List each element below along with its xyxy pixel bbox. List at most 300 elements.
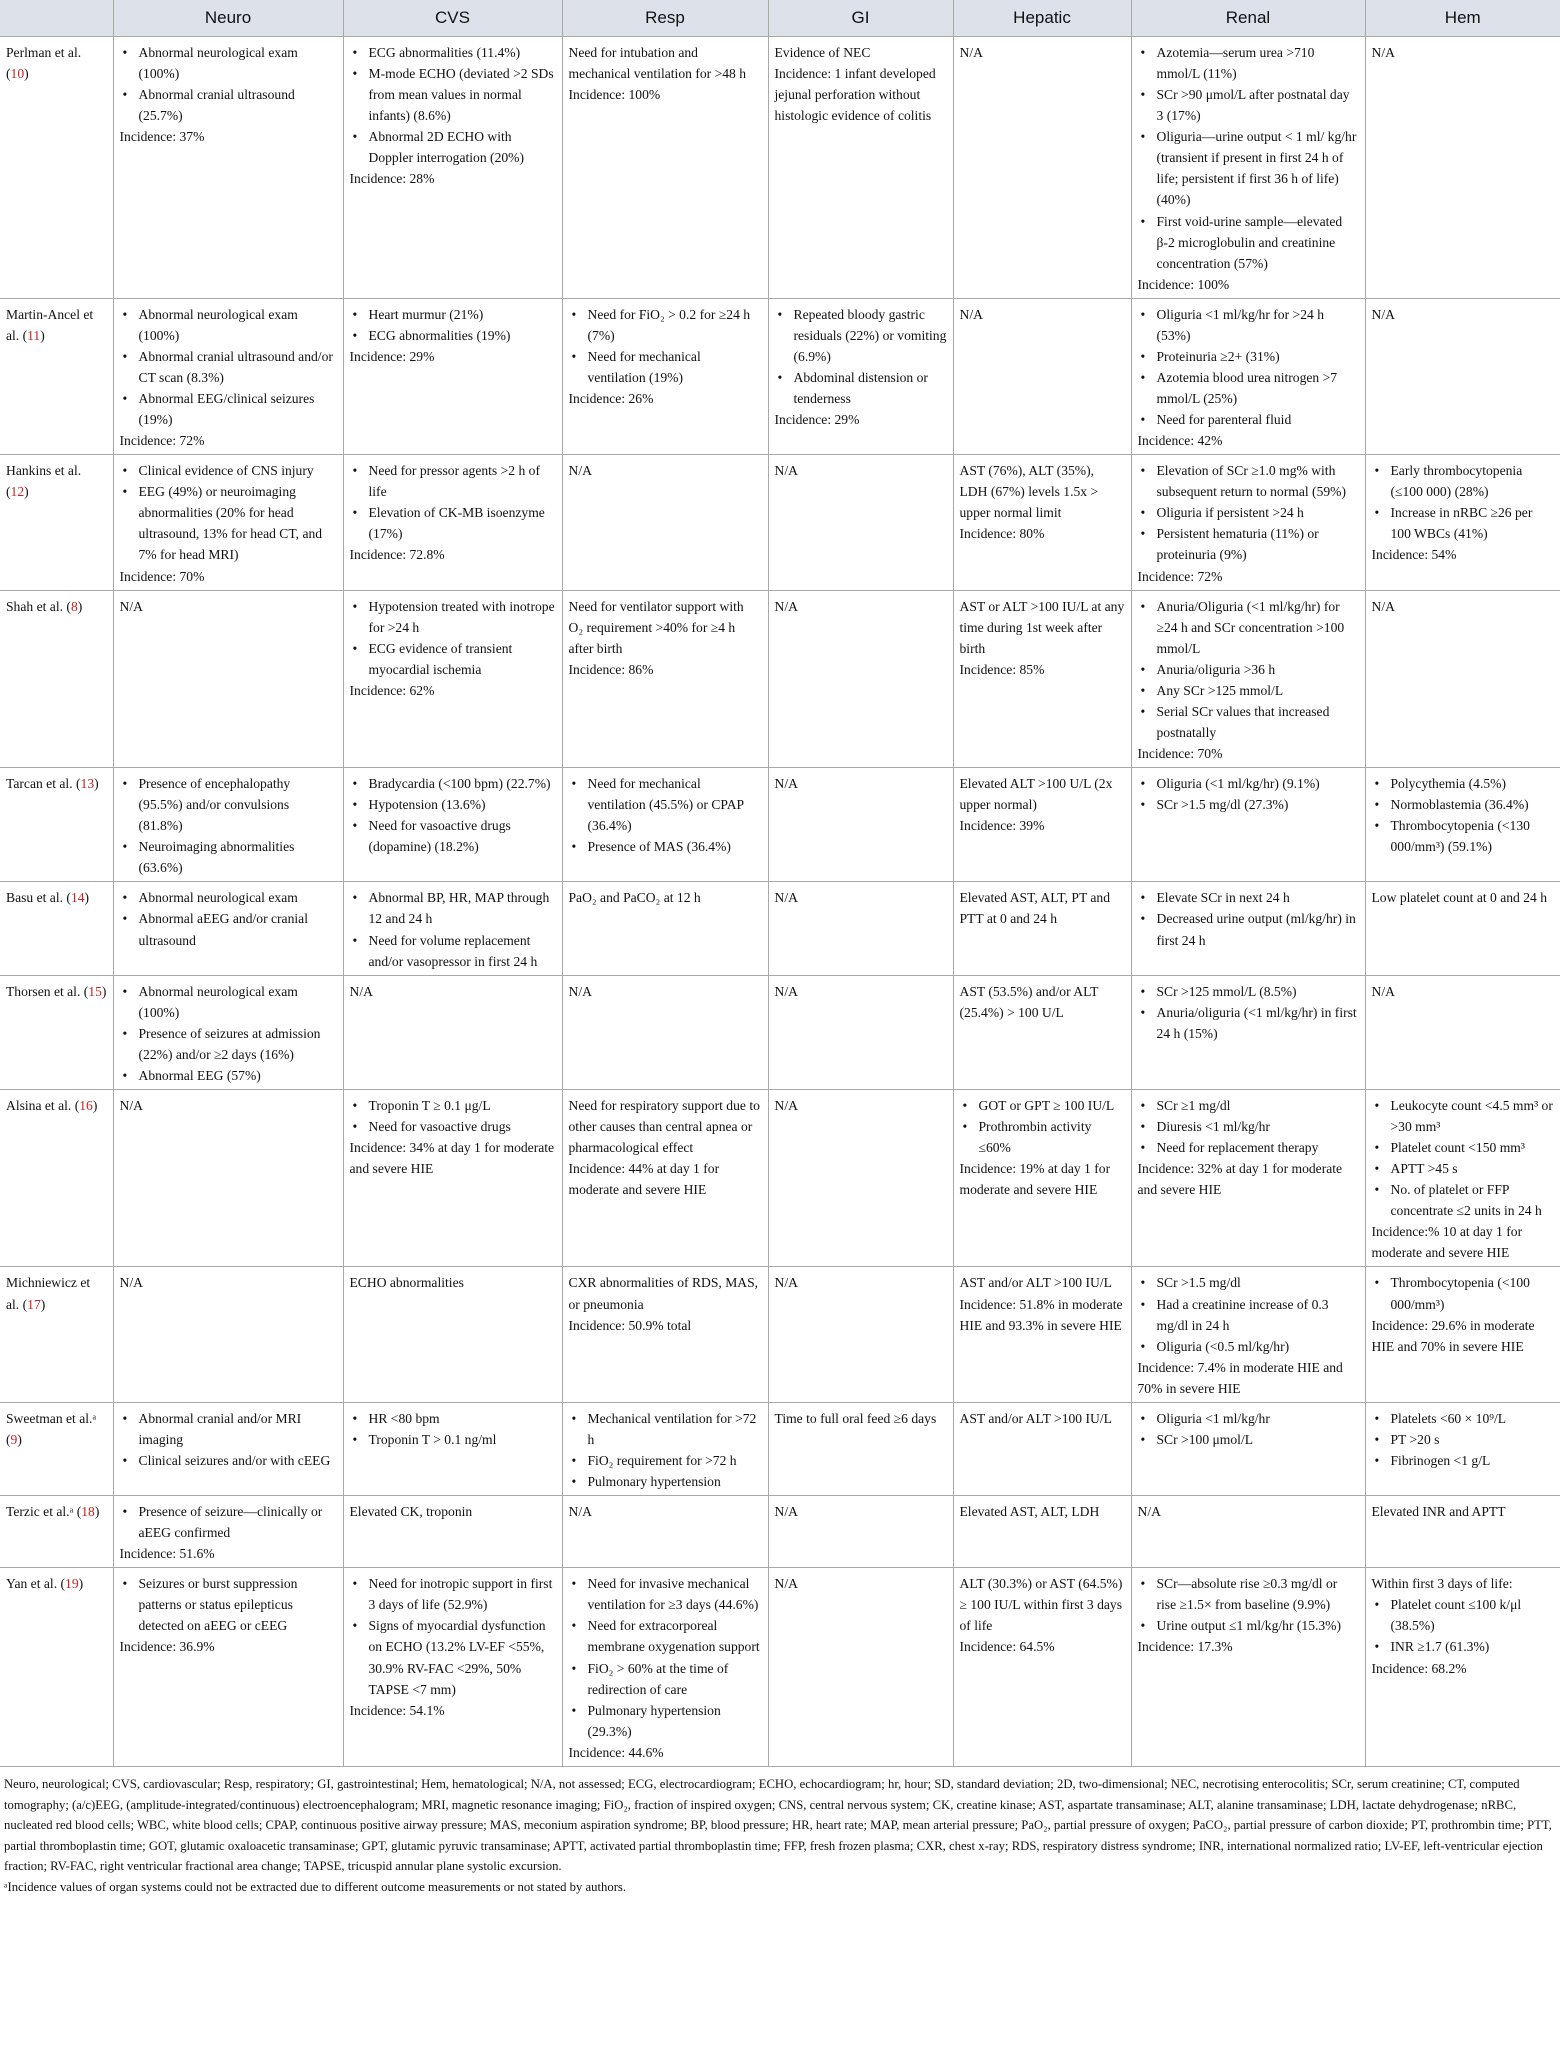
list-item: • INR ≥1.7 (61.3%) [1372, 1636, 1555, 1657]
hem-cell [1365, 37, 1560, 299]
criteria-list [350, 596, 556, 680]
renal-cell [1131, 1402, 1365, 1495]
cell-text: N/A [774, 1576, 798, 1592]
list-item: • Early thrombocytopenia (≤100 000) (28%) [1372, 460, 1555, 502]
list-item: • Azotemia—serum urea >710 mmol/L (11%) [1138, 42, 1359, 84]
cell-text: AST and/or ALT >100 IU/L [959, 1410, 1112, 1426]
list-item: • Troponin T ≥ 0.1 μg/L [350, 1095, 556, 1116]
renal-cell [1131, 1089, 1365, 1267]
cell-text: Within first 3 days of life: [1371, 1576, 1513, 1592]
study-name: Sweetman et al.ᵃ [6, 1410, 97, 1426]
criteria-list [350, 1095, 556, 1137]
gi-cell [768, 975, 953, 1089]
table-row [0, 1089, 1560, 1267]
list-item: • Platelet count <150 mm³ [1372, 1137, 1555, 1158]
citation-link[interactable]: 18 [81, 1504, 95, 1520]
incidence-text: Incidence: 37% [119, 129, 205, 145]
criteria-list [1372, 460, 1555, 544]
list-item: • GOT or GPT ≥ 100 IU/L [960, 1095, 1125, 1116]
hem-cell [1365, 768, 1560, 882]
cell-text: N/A [774, 598, 798, 614]
cvs-cell [343, 1267, 562, 1402]
list-item: • Abnormal neurological exam (100%) [120, 304, 337, 346]
cell-text: N/A [1371, 598, 1395, 614]
incidence-text: Incidence: 72% [1137, 568, 1223, 584]
criteria-list [1372, 1408, 1555, 1471]
neuro-cell [113, 1496, 343, 1568]
list-item: • SCr >1.5 mg/dl (27.3%) [1138, 794, 1359, 815]
criteria-list [120, 1408, 337, 1471]
list-item: • Had a creatinine increase of 0.3 mg/dl in 24 h [1138, 1294, 1359, 1336]
resp-cell [562, 455, 768, 590]
neuro-cell [113, 975, 343, 1089]
study-cell: Tarcan et al. (13) [0, 768, 113, 882]
list-item: • Pulmonary hypertension [569, 1471, 762, 1492]
list-item: • Oliguria <1 ml/kg/hr [1138, 1408, 1359, 1429]
criteria-list [569, 773, 762, 857]
list-item: • ECG abnormalities (11.4%) [350, 42, 556, 63]
list-item: • Abnormal 2D ECHO with Doppler interrogation (20%) [350, 126, 556, 168]
list-item: • ECG abnormalities (19%) [350, 325, 556, 346]
incidence-text: Incidence: 36.9% [119, 1639, 215, 1655]
table-row [0, 455, 1560, 590]
list-item: • Anuria/oliguria (<1 ml/kg/hr) in first 24 h (15%) [1138, 1002, 1359, 1044]
list-item: • Oliguria (<0.5 ml/kg/hr) [1138, 1336, 1359, 1357]
cell-text: Elevated CK, troponin [349, 1504, 473, 1520]
criteria-list [960, 1095, 1125, 1158]
list-item: • Abnormal EEG (57%) [120, 1065, 337, 1086]
list-item: • SCr >100 μmol/L [1138, 1429, 1359, 1450]
study-cell: Alsina et al. (16) [0, 1089, 113, 1267]
table-row [0, 590, 1560, 768]
list-item: • EEG (49%) or neuroimaging abnormalities (20% for head ultrasound, 13% for head CT, and 7% for head MRI) [120, 481, 337, 565]
study-cell: Yan et al. (19) [0, 1568, 113, 1767]
list-item: • Need for vasoactive drugs (dopamine) (18.2%) [350, 815, 556, 857]
study-cell: Martin-Ancel et al. (11) [0, 298, 113, 454]
incidence-text: Incidence: 44.6% [568, 1744, 664, 1760]
neuro-cell [113, 590, 343, 768]
cell-text: PaO₂ and PaCO₂ at 12 h [568, 890, 701, 906]
criteria-list [120, 773, 337, 878]
renal-cell [1131, 1267, 1365, 1402]
cell-text: N/A [774, 1097, 798, 1113]
list-item: • Need for replacement therapy [1138, 1137, 1359, 1158]
header-neuro: Neuro [113, 0, 343, 37]
incidence-text: Incidence: 72.8% [349, 547, 445, 563]
incidence-text: Incidence: 100% [568, 87, 661, 103]
criteria-list [120, 1573, 337, 1636]
cell-text: N/A [119, 598, 143, 614]
cell-text: N/A [119, 1275, 143, 1291]
criteria-list [1138, 1573, 1359, 1636]
list-item: • First void-urine sample—elevated β-2 microglobulin and creatinine concentration (57%) [1138, 211, 1359, 274]
cell-text: N/A [774, 463, 798, 479]
criteria-list [569, 1408, 762, 1492]
hem-cell [1365, 1568, 1560, 1767]
renal-cell [1131, 1568, 1365, 1767]
study-cell: Perlman et al. (10) [0, 37, 113, 299]
incidence-text: Incidence: 80% [959, 526, 1045, 542]
hem-cell [1365, 455, 1560, 590]
list-item: • Abnormal neurological exam [120, 887, 337, 908]
resp-cell [562, 768, 768, 882]
criteria-list [1372, 773, 1555, 857]
citation-link[interactable]: 12 [10, 484, 25, 500]
list-item: • Leukocyte count <4.5 mm³ or >30 mm³ [1372, 1095, 1555, 1137]
list-item: • HR <80 bpm [350, 1408, 556, 1429]
list-item: • Abnormal cranial ultrasound and/or CT scan (8.3%) [120, 346, 337, 388]
incidence-text: Incidence: 42% [1137, 433, 1223, 449]
hepatic-cell [953, 590, 1131, 768]
incidence-text: Incidence: 70% [119, 568, 205, 584]
hepatic-cell [953, 882, 1131, 975]
citation-link[interactable]: 16 [79, 1097, 93, 1113]
list-item: • SCr—absolute rise ≥0.3 mg/dl or rise ≥1.5× from baseline (9.9%) [1138, 1573, 1359, 1615]
gi-cell [768, 1267, 953, 1402]
criteria-list [120, 887, 337, 950]
criteria-list [350, 1573, 556, 1699]
incidence-text: Incidence: 17.3% [1137, 1639, 1233, 1655]
criteria-list [1138, 1272, 1359, 1356]
table-body [0, 37, 1560, 1767]
list-item: • Oliguria <1 ml/kg/hr for >24 h (53%) [1138, 304, 1359, 346]
citation-link[interactable]: 8 [70, 598, 78, 614]
list-item: • FiO₂ > 60% at the time of redirection of care [569, 1658, 762, 1700]
hem-cell [1365, 1402, 1560, 1495]
list-item: • Decreased urine output (ml/kg/hr) in first 24 h [1138, 908, 1359, 950]
study-name: Tarcan et al. [6, 776, 76, 792]
neuro-cell [113, 1402, 343, 1495]
neuro-cell [113, 298, 343, 454]
cell-text: ECHO abnormalities [349, 1275, 464, 1291]
criteria-list [1138, 887, 1359, 950]
criteria-list [120, 460, 337, 565]
list-item: • Presence of MAS (36.4%) [569, 836, 762, 857]
cell-text: Elevated ALT >100 U/L (2x upper normal) [959, 776, 1113, 813]
incidence-text: Incidence: 29% [349, 348, 435, 364]
criteria-list [350, 42, 556, 168]
criteria-list [350, 887, 556, 971]
citation-link[interactable]: 19 [65, 1576, 79, 1592]
resp-cell [562, 1568, 768, 1767]
list-item: • APTT >45 s [1372, 1158, 1555, 1179]
cell-text: AST (76%), ALT (35%), LDH (67%) levels 1.5x > upper normal limit [959, 463, 1099, 521]
gi-cell [768, 1402, 953, 1495]
citation-link[interactable]: 14 [70, 890, 85, 906]
cell-text: Elevated AST, ALT, PT and PTT at 0 and 24 h [959, 890, 1111, 927]
cvs-cell [343, 1568, 562, 1767]
neuro-cell [113, 1568, 343, 1767]
list-item: • Any SCr >125 mmol/L [1138, 680, 1359, 701]
list-item: • SCr >125 mmol/L (8.5%) [1138, 981, 1359, 1002]
citation-link[interactable]: 10 [10, 66, 25, 82]
incidence-text: Incidence: 28% [349, 171, 435, 187]
study-name: Hankins et al. [6, 463, 82, 479]
list-item: • Need for vasoactive drugs [350, 1116, 556, 1137]
criteria-list [1372, 1272, 1555, 1314]
incidence-text: Incidence: 72% [119, 433, 205, 449]
cell-text: N/A [959, 45, 983, 60]
table-row [0, 37, 1560, 299]
incidence-text: Incidence: 19% at day 1 for moderate and severe HIE [959, 1161, 1111, 1198]
list-item: • Abnormal cranial ultrasound (25.7%) [120, 84, 337, 126]
list-item: • Platelet count ≤100 k/μl (38.5%) [1372, 1594, 1555, 1636]
study-name: Alsina et al. [6, 1097, 75, 1113]
cell-text: Time to full oral feed ≥6 days [774, 1410, 937, 1426]
list-item: • Need for volume replacement and/or vasopressor in first 24 h [350, 930, 556, 972]
incidence-text: Incidence:% 10 at day 1 for moderate and severe HIE [1371, 1224, 1523, 1261]
cvs-cell [343, 882, 562, 975]
cvs-cell [343, 455, 562, 590]
cell-text: N/A [774, 983, 798, 999]
list-item: • Abnormal cranial and/or MRI imaging [120, 1408, 337, 1450]
incidence-text: Incidence: 100% [1137, 276, 1230, 292]
criteria-list [350, 773, 556, 857]
list-item: • Elevate SCr in next 24 h [1138, 887, 1359, 908]
abbreviations-note: Neuro, neurological; CVS, cardiovascular; Resp, respiratory; GI, gastrointestinal; Hem, hematological; N/A, not assessed; ECG, electrocardiogram; ECHO, echocardiogram; hr, hour; SD, standard deviation; 2D, two-dimensional; NEC, necrotising enterocolitis; SCr, serum creatinine; CT, computed tomography; (a/c)EEG, (amplitude-integrated/continuous) electroencephalogram; MRI, magnetic resonance imaging; FiO₂, fraction of inspired oxygen; CNS, central nervous system; CK, creatine kinase; AST, aspartate transaminase; ALT, alanine transaminase; LDH, lactate dehydrogenase; nRBC, nucleated red blood cells; WBC, white blood cells; CPAP, continuous positive airway pressure; MAS, meconium aspiration syndrome; BP, blood pressure; HR, heart rate; MAP, mean arterial pressure; PaO₂, partial pressure of oxygen; PaCO₂, partial pressure of carbon dioxide; PT, prothrombin time; PTT, partial thromboplastin time; GOT, glutamic oxaloacetic transaminase; GPT, glutamic pyruvic transaminase; APTT, activated partial thromboplastin time; FFP, fresh frozen plasma; CXR, chest x-ray; RDS, respiratory distress syndrome; INR, international normalized ratio; LV-EF, left-ventricular ejection fraction; RV-FAC, right ventricular fractional area change; TAPSE, tricuspid annular plane systolic excursion. [4, 1777, 1552, 1874]
list-item: • Oliguria (<1 ml/kg/hr) (9.1%) [1138, 773, 1359, 794]
study-cell: Shah et al. (8) [0, 590, 113, 768]
study-cell: Thorsen et al. (15) [0, 975, 113, 1089]
header-gi: GI [768, 0, 953, 37]
incidence-text: Incidence: 54.1% [349, 1702, 445, 1718]
list-item: • Anuria/Oliguria (<1 ml/kg/hr) for ≥24 h and SCr concentration >100 mmol/L [1138, 596, 1359, 659]
hem-cell [1365, 1267, 1560, 1402]
incidence-text: Incidence: 29.6% in moderate HIE and 70% in severe HIE [1371, 1317, 1535, 1354]
cell-text: AST and/or ALT >100 IU/L [959, 1275, 1112, 1291]
hepatic-cell [953, 1402, 1131, 1495]
cell-text: AST (53.5%) and/or ALT (25.4%) > 100 U/L [959, 983, 1099, 1020]
cell-text: N/A [568, 1504, 592, 1520]
criteria-list [775, 304, 947, 409]
criteria-list [120, 42, 337, 126]
header-renal: Renal [1131, 0, 1365, 37]
list-item: • Prothrombin activity ≤60% [960, 1116, 1125, 1158]
list-item: • Platelets <60 × 10⁹/L [1372, 1408, 1555, 1429]
criteria-list [1138, 460, 1359, 565]
incidence-text: Incidence: 34% at day 1 for moderate and severe HIE [349, 1140, 555, 1177]
list-item: • Abnormal aEEG and/or cranial ultrasound [120, 908, 337, 950]
cell-text: N/A [1371, 306, 1395, 322]
cell-text: Elevated INR and APTT [1371, 1504, 1506, 1520]
header-cvs: CVS [343, 0, 562, 37]
incidence-text: Incidence: 86% [568, 661, 654, 677]
cell-text: CXR abnormalities of RDS, MAS, or pneumonia [568, 1275, 759, 1312]
table-row [0, 1267, 1560, 1402]
study-cell: Michniewicz et al. (17) [0, 1267, 113, 1402]
list-item: • Mechanical ventilation for >72 h [569, 1408, 762, 1450]
list-item: • Abnormal neurological exam (100%) [120, 981, 337, 1023]
cell-text: Evidence of NEC [774, 45, 871, 60]
criteria-list [350, 460, 556, 544]
cell-text: N/A [774, 890, 798, 906]
list-item: • Need for extracorporeal membrane oxygenation support [569, 1615, 762, 1657]
hepatic-cell [953, 298, 1131, 454]
criteria-list [120, 1501, 337, 1543]
renal-cell [1131, 975, 1365, 1089]
list-item: • Serial SCr values that increased postnatally [1138, 701, 1359, 743]
cvs-cell [343, 298, 562, 454]
incidence-text: Incidence: 54% [1371, 547, 1457, 563]
hem-cell [1365, 1089, 1560, 1267]
incidence-text: Incidence: 51.8% in moderate HIE and 93.3% in severe HIE [959, 1296, 1123, 1333]
criteria-list [1138, 596, 1359, 743]
criteria-list [350, 1408, 556, 1450]
incidence-text: Incidence: 26% [568, 391, 654, 406]
renal-cell [1131, 298, 1365, 454]
list-item: • Abnormal BP, HR, MAP through 12 and 24 h [350, 887, 556, 929]
study-name: Michniewicz et al. [6, 1275, 91, 1312]
list-item: • Increase in nRBC ≥26 per 100 WBCs (41%) [1372, 502, 1555, 544]
list-item: • Presence of seizure—clinically or aEEG confirmed [120, 1501, 337, 1543]
list-item: • Need for FiO₂ > 0.2 for ≥24 h (7%) [569, 304, 762, 346]
cvs-cell [343, 975, 562, 1089]
incidence-text: Incidence: 68.2% [1371, 1660, 1467, 1676]
list-item: • Oliguria if persistent >24 h [1138, 502, 1359, 523]
cvs-cell [343, 1496, 562, 1568]
criteria-list [120, 304, 337, 430]
table-row [0, 1496, 1560, 1568]
citation-link[interactable]: 17 [27, 1296, 41, 1312]
list-item: • Presence of seizures at admission (22%) and/or ≥2 days (16%) [120, 1023, 337, 1065]
list-item: • Elevation of CK-MB isoenzyme (17%) [350, 502, 556, 544]
header-hepatic: Hepatic [953, 0, 1131, 37]
table-row [0, 298, 1560, 454]
criteria-list [569, 1573, 762, 1742]
list-item: • Polycythemia (4.5%) [1372, 773, 1555, 794]
hem-cell [1365, 882, 1560, 975]
criteria-list [1138, 1095, 1359, 1158]
list-item: • Troponin T > 0.1 ng/ml [350, 1429, 556, 1450]
cell-text: Need for respiratory support due to other causes than central apnea or pharmacological effect [568, 1097, 760, 1156]
resp-cell [562, 975, 768, 1089]
cell-text: N/A [774, 1504, 798, 1520]
criteria-list [1138, 42, 1359, 274]
header-resp: Resp [562, 0, 768, 37]
cell-text: N/A [774, 1275, 798, 1291]
study-cell: Basu et al. (14) [0, 882, 113, 975]
resp-cell [562, 1267, 768, 1402]
list-item: • Pulmonary hypertension (29.3%) [569, 1700, 762, 1742]
cell-text: ALT (30.3%) or AST (64.5%) ≥ 100 IU/L within first 3 days of life [959, 1576, 1123, 1634]
gi-cell [768, 1568, 953, 1767]
list-item: • Need for mechanical ventilation (19%) [569, 346, 762, 388]
table-row [0, 975, 1560, 1089]
study-cell: Sweetman et al.ᵃ (9) [0, 1402, 113, 1495]
study-name: Thorsen et al. [6, 983, 84, 999]
hepatic-cell [953, 1089, 1131, 1267]
criteria-list [1138, 304, 1359, 430]
header-study [0, 0, 113, 37]
renal-cell [1131, 1496, 1365, 1568]
list-item: • Seizures or burst suppression patterns or status epilepticus detected on aEEG or cEEG [120, 1573, 337, 1636]
list-item: • Heart murmur (21%) [350, 304, 556, 325]
list-item: • Oliguria—urine output < 1 ml/ kg/hr (transient if present in first 24 h of life; persistent if first 36 h of life) (40%) [1138, 126, 1359, 210]
cell-text: Low platelet count at 0 and 24 h [1371, 890, 1548, 906]
incidence-text: Incidence: 39% [959, 818, 1045, 834]
list-item: • Need for mechanical ventilation (45.5%) or CPAP (36.4%) [569, 773, 762, 836]
list-item: • Persistent hematuria (11%) or proteinuria (9%) [1138, 523, 1359, 565]
list-item: • Need for invasive mechanical ventilation for ≥3 days (44.6%) [569, 1573, 762, 1615]
list-item: • Need for parenteral fluid [1138, 409, 1359, 430]
list-item: • Diuresis <1 ml/kg/hr [1138, 1116, 1359, 1137]
neuro-cell [113, 455, 343, 590]
list-item: • Normoblastemia (36.4%) [1372, 794, 1555, 815]
gi-cell [768, 768, 953, 882]
list-item: • Clinical evidence of CNS injury [120, 460, 337, 481]
list-item: • Elevation of SCr ≥1.0 mg% with subsequent return to normal (59%) [1138, 460, 1359, 502]
neuro-cell [113, 882, 343, 975]
hepatic-cell [953, 37, 1131, 299]
list-item: • Abnormal neurological exam (100%) [120, 42, 337, 84]
resp-cell [562, 1089, 768, 1267]
list-item: • Presence of encephalopathy (95.5%) and/or convulsions (81.8%) [120, 773, 337, 836]
list-item: • Thrombocytopenia (<100 000/mm³) [1372, 1272, 1555, 1314]
resp-cell [562, 590, 768, 768]
incidence-text: Incidence: 64.5% [959, 1639, 1055, 1655]
list-item: • Hypotension treated with inotrope for >24 h [350, 596, 556, 638]
list-item: • No. of platelet or FFP concentrate ≤2 units in 24 h [1372, 1179, 1555, 1221]
cell-text: Need for ventilator support with O₂ requirement >40% for ≥4 h after birth [568, 598, 744, 656]
list-item: • SCr >1.5 mg/dl [1138, 1272, 1359, 1293]
hem-cell [1365, 975, 1560, 1089]
cvs-cell [343, 37, 562, 299]
hepatic-cell [953, 455, 1131, 590]
gi-cell [768, 37, 953, 299]
citation-link[interactable]: 9 [10, 1431, 18, 1447]
study-cell: Terzic et al.ᵃ (18) [0, 1496, 113, 1568]
gi-cell [768, 298, 953, 454]
list-item: • Need for pressor agents >2 h of life [350, 460, 556, 502]
renal-cell [1131, 455, 1365, 590]
citation-link[interactable]: 13 [80, 776, 95, 792]
incidence-text: Incidence: 85% [959, 661, 1045, 677]
resp-cell [562, 1402, 768, 1495]
incidence-text: Incidence: 29% [774, 412, 860, 428]
hepatic-cell [953, 975, 1131, 1089]
list-item: • Abdominal distension or tenderness [775, 367, 947, 409]
cell-text: N/A [1137, 1504, 1161, 1520]
cell-text: N/A [349, 983, 373, 999]
hepatic-cell [953, 1496, 1131, 1568]
renal-cell [1131, 768, 1365, 882]
list-item: • Urine output ≤1 ml/kg/hr (15.3%) [1138, 1615, 1359, 1636]
citation-link[interactable]: 15 [88, 983, 102, 999]
study-name: Yan et al. [6, 1576, 61, 1592]
resp-cell [562, 298, 768, 454]
neuro-cell [113, 1089, 343, 1267]
criteria-list [1138, 773, 1359, 815]
header-hem: Hem [1365, 0, 1560, 37]
neuro-cell [113, 1267, 343, 1402]
study-name: Perlman et al. [6, 45, 82, 60]
incidence-text: Incidence: 62% [349, 682, 435, 698]
renal-cell [1131, 590, 1365, 768]
citation-link[interactable]: 11 [27, 327, 41, 343]
cell-text: N/A [1371, 45, 1395, 60]
gi-cell [768, 455, 953, 590]
hepatic-cell [953, 1267, 1131, 1402]
hepatic-cell [953, 1568, 1131, 1767]
incidence-text: Incidence: 70% [1137, 746, 1223, 761]
hem-cell [1365, 1496, 1560, 1568]
list-item: • PT >20 s [1372, 1429, 1555, 1450]
list-item: • Fibrinogen <1 g/L [1372, 1450, 1555, 1471]
renal-cell [1131, 882, 1365, 975]
resp-cell [562, 1496, 768, 1568]
table-row [0, 882, 1560, 975]
cell-text: N/A [1371, 983, 1395, 999]
